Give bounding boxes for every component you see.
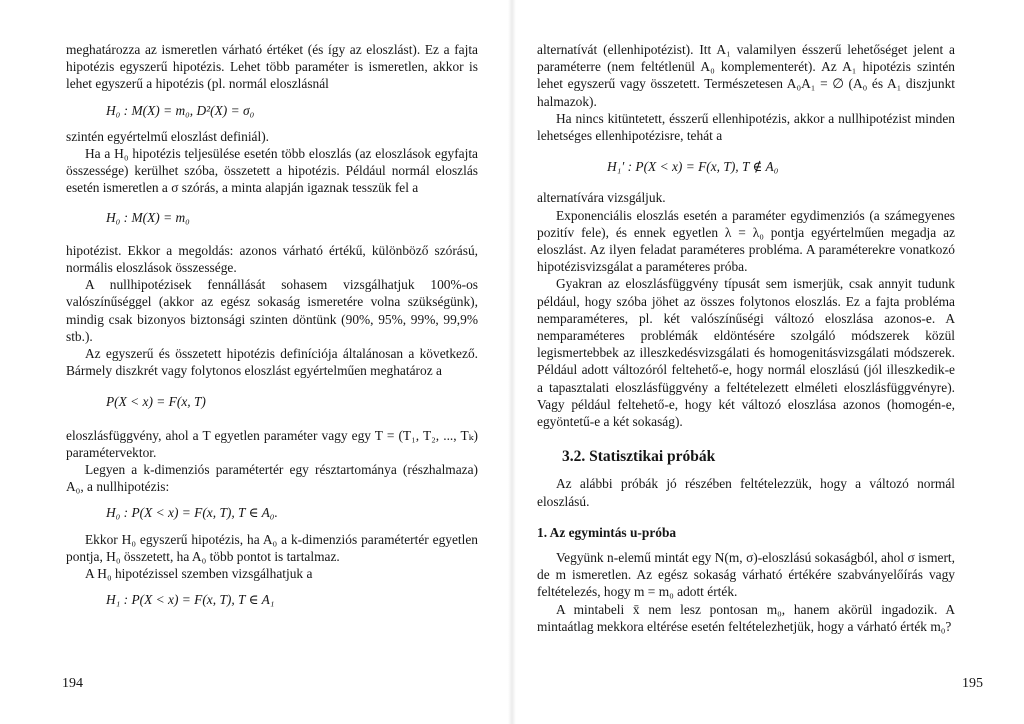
paragraph: Ha nincs kitüntetett, ésszerű ellenhipotézis, akkor a nullhipotézist minden lehetséges ellenhipotézisre, tehát a bbox=[537, 110, 955, 144]
page-number: 194 bbox=[62, 676, 83, 691]
left-text-column bbox=[66, 41, 478, 617]
paragraph: hipotézist. Ekkor a megoldás: azonos várható értékű, különböző szórású, normális eloszlások összessége. bbox=[66, 242, 478, 276]
right-page bbox=[512, 0, 1024, 724]
paragraph: A mintabeli x̄ nem lesz pontosan m₀, hanem akörül ingadozik. A mintaátlag mekkora eltérése esetén feltételezhetjük, hogy a várható érték m₀? bbox=[537, 601, 955, 634]
page-number: 195 bbox=[962, 676, 983, 691]
section-heading: 3.2. Statisztikai próbák bbox=[562, 448, 716, 466]
paragraph: A H₀ hipotézissel szemben vizsgálhatjuk a bbox=[85, 566, 313, 582]
formula: H₁′ : P(X < x) = F(x, T), T ∉ A₀ bbox=[607, 159, 779, 175]
paragraph: szintén egyértelmű eloszlást definiál). bbox=[66, 128, 270, 144]
paragraph: Legyen a k-dimenziós paramétertér egy résztartománya (részhalmaza) A₀, a nullhipotézis: bbox=[66, 462, 478, 495]
subsection-heading: 1. Az egymintás u-próba bbox=[537, 524, 677, 540]
paragraph: Vegyünk n-elemű mintát egy N(m, σ)-eloszlású sokaságból, ahol σ ismert, de m ismeretlen. Az egész sokaság várható értékére szabványelőírás vagy feltételezés, hogy m = m₀ adott érték. bbox=[537, 550, 955, 600]
paragraph: meghatározza az ismeretlen várható értéket (és így az eloszlást). Ez a fajta hipotézis egyszerű hipotézis. Lehet több paraméter is ismeretlen, akkor is lehet egyszerű a hipotézis (pl. normál eloszlásnál bbox=[66, 42, 478, 92]
paragraph: alternatívára vizsgáljuk. bbox=[537, 190, 666, 206]
formula: H₀ : M(X) = m₀, D²(X) = σ₀ bbox=[106, 102, 255, 118]
formula: H₀ : P(X < x) = F(x, T), T ∈ A₀. bbox=[106, 505, 278, 521]
paragraph: eloszlásfüggvény, ahol a T egyetlen paraméter vagy egy T = (T₁, T₂, ..., Tₖ) paramétervektor. bbox=[66, 427, 478, 460]
paragraph: Az alábbi próbák jó részében feltételezzük, hogy a változó normál eloszlású. bbox=[537, 476, 955, 509]
paragraph: alternatívát (ellenhipotézist). Itt A₁ valamilyen ésszerű lehetőséget jelent a paraméterre (nem feltétlenül A₀ komplementerét). Az A₁ hipotézis szintén lehet egyszerű vagy összetett. Természetesen A₀A₁ = ∅ (A₀ és A₁ diszjunkt halmazok). bbox=[537, 42, 955, 109]
formula: P(X < x) = F(x, T) bbox=[106, 394, 206, 410]
paragraph: Az egyszerű és összetett hipotézis definíciója általánosan a következő. Bármely diszkrét vagy folytonos eloszlást egyértelműen meghatároz a bbox=[66, 346, 478, 379]
paragraph: Gyakran az eloszlásfüggvény típusát sem ismerjük, csak annyit tudunk például, hogy szóba jöhet az összes folytonos eloszlás. Ez a fajta probléma nemparaméteres, pl. két valószínűségi változó eloszlása azonos-e. A nemparaméteres problémák eldöntésére szolgáló módszerek közül legismertebbek az illeszkedésvizsgálati és homogenitásvizsgálati módszerek. Például adott változóról feltehető-e, hogy normál eloszlású (jól illeszkedik-e a tapasztalati eloszlásfüggvény a feltételezett elméleti eloszlásfüggvényre). Vagy például feltehető-e, hogy két változó eloszlása azonos (homogén-e, egyöntetű-e a két sokaság). bbox=[537, 276, 955, 430]
paragraph: Exponenciális eloszlás esetén a paraméter egydimenziós (a számegyenes pozitív fele), és ennek egyetlen λ = λ₀ pontja egyértelműen megadja az eloszlást. Az ilyen feladat paraméteres probléma. A paraméterekre vonatkozó hipotézisvizsgálat a paraméteres próba. bbox=[537, 207, 955, 275]
paragraph: Ha a H₀ hipotézis teljesülése esetén több eloszlás (az eloszlások egyfajta összessége) kerülhet szóba, összetett a hipotézis. Például normál eloszlás esetén ismeretlen a σ szórás, a minta alapján igaznak tesszük fel a bbox=[66, 146, 478, 196]
formula: H₁ : P(X < x) = F(x, T), T ∈ A₁ bbox=[106, 592, 275, 608]
formula: H₀ : M(X) = m₀ bbox=[106, 209, 190, 225]
right-text-column bbox=[537, 41, 955, 635]
paragraph: A nullhipotézisek fennállását sohasem vizsgálhatjuk 100%-os valószínűséggel (akkor az egész sokaság ismeretére volna szükségünk), mindig csak bizonyos biztonsági szinten döntünk (90%, 95%, 99%, 99,9% stb.). bbox=[66, 277, 478, 344]
paragraph: Ekkor H₀ egyszerű hipotézis, ha A₀ a k-dimenziós paramétertér egyetlen pontja, H₀ összetett, ha A₀ több pontot is tartalmaz. bbox=[66, 531, 478, 564]
